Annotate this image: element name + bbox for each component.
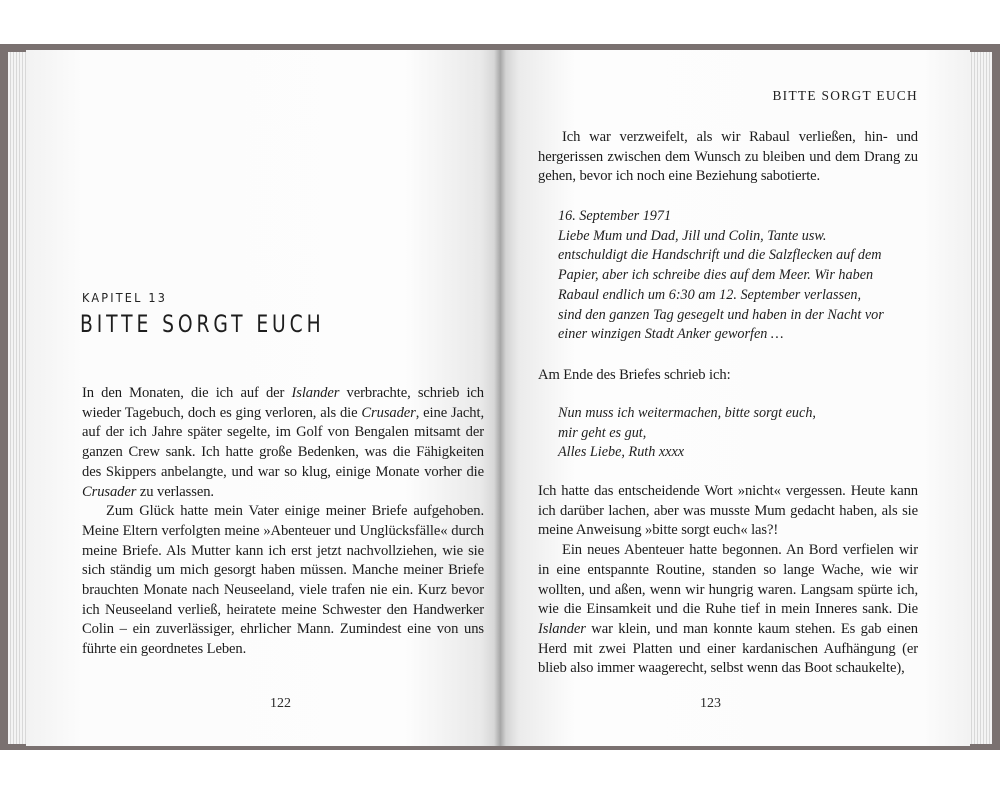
left-paragraph-2: Zum Glück hatte mein Vater einige meiner Briefe aufgehoben. Meine Eltern verfolgten meine »Abenteuer und Unglücksfälle« durch meine Briefe. Als Mutter kann ich erst jetzt nachvollziehen, wie sie sich ständig um mich gesorgt haben müssen. Manche meiner Briefe brauchten Monate nach Neuseeland, viele trafen nie ein. Kurz bevor ich Neuseeland verließ, heiratete meine Schwester den Handwerker Colin – ein zuverlässiger, ehrlicher Mann. Zumindest eine von uns führte ein geordnetes Leben. <box>82 503 484 658</box>
book-spine <box>494 50 506 746</box>
page-number-right: 123 <box>700 696 721 711</box>
letter-date: 16. September 1971 <box>558 208 672 224</box>
letter-line: Papier, aber ich schreibe dies auf dem Meer. Wir haben <box>558 267 874 284</box>
right-paragraph-2: Ein neues Abenteuer hatte begonnen. An Bord verfielen wir in eine entspannte Routine, standen so lange Wache, wie wir wollten, und aßen, wenn wir hungrig waren. Langsam spürte ich, wie die Einsamkeit und die Ruhe tief in mein Inneres sank. Die Islander war klein, und man konnte kaum stehen. Es gab einen Herd mit zwei Platten und einer kardanischen Aufhängung (er blieb also immer waagerecht, selbst wenn das Boot schaukelte), <box>538 542 918 677</box>
letter-line: Rabaul endlich um 6:30 am 12. September verlassen, <box>558 286 862 303</box>
chapter-title: BITTE SORGT EUCH <box>80 310 325 338</box>
left-page <box>26 50 500 746</box>
right-intro-text <box>538 128 918 187</box>
left-paragraph-1: In den Monaten, die ich auf der Islander verbrachte, schrieb ich wieder Tagebuch, doch es ging verloren, als die Crusader, eine Jacht, auf der ich Jahre später segelte, im Golf von Bengalen mitsamt der ganzen Crew sank. Ich hatte große Bedenken, was die Fähigkeiten des Skippers anbelangte, und war so klug, einige Monate vorher die Crusader zu verlassen. <box>82 385 484 500</box>
left-body-text <box>82 384 484 660</box>
italic-text: Crusader <box>361 404 416 421</box>
right-body-text <box>538 482 918 679</box>
letter-closing <box>558 404 816 463</box>
letter-line: Liebe Mum und Dad, Jill und Colin, Tante usw. <box>558 227 827 244</box>
end-note: Am Ende des Briefes schrieb ich: <box>538 367 731 383</box>
closing-line: Alles Liebe, Ruth xxxx <box>558 444 685 461</box>
letter-line: einer winzigen Stadt Anker geworfen … <box>558 326 784 343</box>
letter-line: sind den ganzen Tag gesegelt und haben in der Nacht vor <box>558 306 884 323</box>
letter-line: entschuldigt die Handschrift und die Salzflecken auf dem <box>558 247 882 264</box>
end-note-text <box>538 366 918 386</box>
letter-excerpt <box>558 207 884 345</box>
closing-line: Nun muss ich weitermachen, bitte sorgt euch, <box>558 405 816 421</box>
intro-paragraph: Ich war verzweifelt, als wir Rabaul verließen, hin- und hergerissen zwischen dem Wunsch zu bleiben und dem Drang zu gehen, bevor ich noch eine Beziehung sabotierte. <box>538 129 918 185</box>
right-paragraph-1: Ich hatte das entscheidende Wort »nicht« vergessen. Heute kann ich darüber lachen, aber was musste Mum gedacht haben, als sie meine Anweisung »bitte sorgt euch« las?! <box>538 483 918 539</box>
italic-text: Crusader <box>82 483 137 500</box>
italic-text: Islander <box>291 385 340 401</box>
running-head: BITTE SORGT EUCH <box>772 88 918 103</box>
page-number-left: 122 <box>270 696 291 711</box>
closing-line: mir geht es gut, <box>558 424 647 441</box>
italic-text: Islander <box>538 620 586 637</box>
chapter-label: KAPITEL 13 <box>82 290 168 305</box>
right-page <box>500 50 970 746</box>
